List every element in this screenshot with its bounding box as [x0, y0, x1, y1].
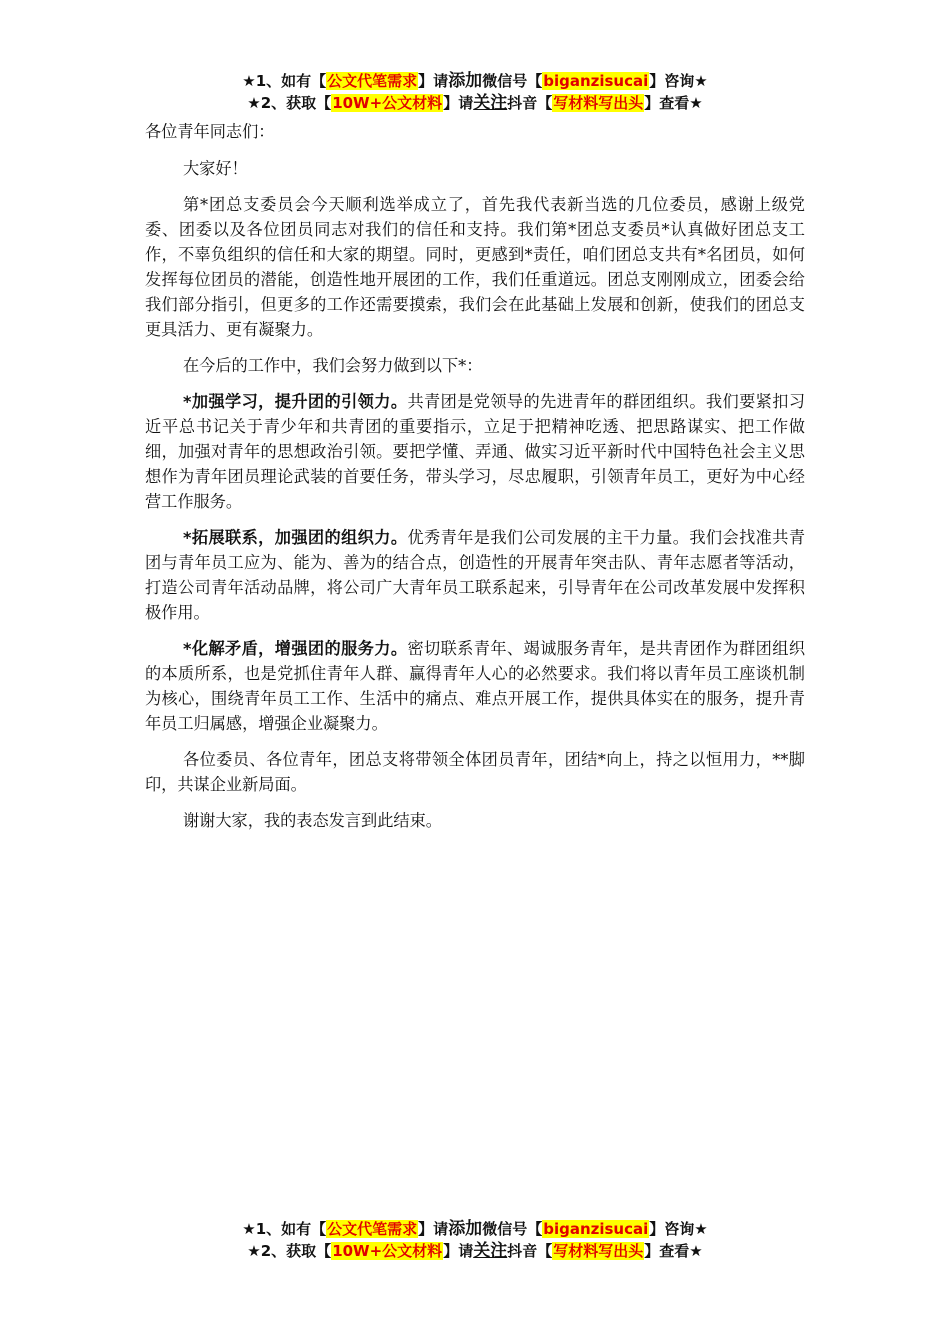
banner-text: ★2、获取【 [247, 1242, 332, 1260]
paragraph-1: 第*团总支委员会今天顺利选举成立了，首先我代表新当选的几位委员，感谢上级党委、团委以及各位团员同志对我们的信任和支持。我们第*团总支委员*认真做好团总支工作，不辜负组织的信任和大家的期望。同时，更感到*责任，咱们团总支共有*名团员，如何发挥每位团员的潜能，创造性地开展团的工作，我们任重道远。团总支刚刚成立，团委会给我们部分指引，但更多的工作还需要摸索，我们会在此基础上发展和创新，使我们的团总支更具活力、更有凝聚力。 [145, 195, 805, 339]
document-body [145, 119, 805, 844]
banner-text: 】请 [418, 72, 449, 90]
point-1-body: 共青团是党领导的先进青年的群团组织。我们要紧扣习近平总书记关于青少年和共青团的重要指示，立足于把精神吃透、把思路谋实、把工作做细，加强对青年的思想政治引领。要把学懂、弄通、做实习近平新时代中国特色社会主义思想作为青年团员理论武装的首要任务，带头学习，尽忠履职，引领青年员工，更好为中心经营工作服务。 [145, 392, 806, 511]
banner-line-2 [0, 92, 950, 114]
banner-highlight: 10W+公文材料 [332, 94, 443, 112]
banner-line-1 [0, 70, 950, 92]
point-2-title: *拓展联系，加强团的组织力。 [183, 528, 408, 547]
banner-highlight: 10W+公文材料 [332, 1242, 443, 1260]
banner-emphasis: 关注 [473, 93, 508, 113]
point-2 [145, 525, 805, 625]
banner-text: 】请 [443, 94, 474, 112]
banner-line-2 [0, 1240, 950, 1262]
banner-text: 】查看★ [644, 1242, 703, 1260]
banner-text: ★2、获取【 [247, 94, 332, 112]
banner-highlight: 写材料写出头 [553, 1242, 644, 1260]
paragraph-2: 在今后的工作中，我们会努力做到以下*： [183, 356, 483, 375]
banner-text: 】请 [418, 1220, 449, 1238]
banner-emphasis: 关注 [473, 1241, 508, 1261]
banner-text: 】请 [443, 1242, 474, 1260]
banner-text: 微信号【 [482, 1220, 543, 1238]
point-3-body: 密切联系青年、竭诚服务青年，是共青团作为群团组织的本质所系，也是党抓住青年人群、赢得青年人心的必然要求。我们将以青年员工座谈机制为核心，围绕青年员工工作、生活中的痛点、难点开展工作，提供具体实在的服务，提升青年员工归属感，增强企业凝聚力。 [145, 639, 806, 733]
header-banner [0, 70, 950, 114]
banner-text: ★1、如有【 [242, 1220, 327, 1238]
banner-emphasis: 添加 [448, 71, 483, 91]
footer-banner [0, 1218, 950, 1262]
banner-text: 抖音【 [507, 1242, 553, 1260]
banner-highlight: 写材料写出头 [553, 94, 644, 112]
point-1 [145, 389, 805, 514]
banner-text: 】咨询★ [649, 72, 708, 90]
banner-highlight: biganzisucai [543, 1220, 649, 1238]
banner-highlight: 公文代笔需求 [327, 72, 418, 90]
banner-highlight: 公文代笔需求 [327, 1220, 418, 1238]
point-1-title: *加强学习，提升团的引领力。 [183, 392, 408, 411]
banner-line-1 [0, 1218, 950, 1240]
banner-emphasis: 添加 [448, 1219, 483, 1239]
banner-text: 微信号【 [482, 72, 543, 90]
point-2-body: 优秀青年是我们公司发展的主干力量。我们会找准共青团与青年员工应为、能为、善为的结合点，创造性的开展青年突击队、青年志愿者等活动，打造公司青年活动品牌，将公司广大青年员工联系起来，引导青年在公司改革发展中发挥积极作用。 [145, 528, 806, 622]
greeting: 大家好！ [183, 159, 248, 178]
banner-text: ★1、如有【 [242, 72, 327, 90]
salutation: 各位青年同志们： [145, 122, 275, 141]
banner-text: 】查看★ [644, 94, 703, 112]
banner-text: 抖音【 [507, 94, 553, 112]
paragraph-6: 各位委员、各位青年，团总支将带领全体团员青年，团结*向上，持之以恒用力，**脚印，共谋企业新局面。 [145, 750, 805, 794]
closing: 谢谢大家，我的表态发言到此结束。 [183, 811, 442, 830]
point-3 [145, 636, 805, 736]
banner-text: 】咨询★ [649, 1220, 708, 1238]
point-3-title: *化解矛盾，增强团的服务力。 [183, 639, 408, 658]
banner-highlight: biganzisucai [543, 72, 649, 90]
